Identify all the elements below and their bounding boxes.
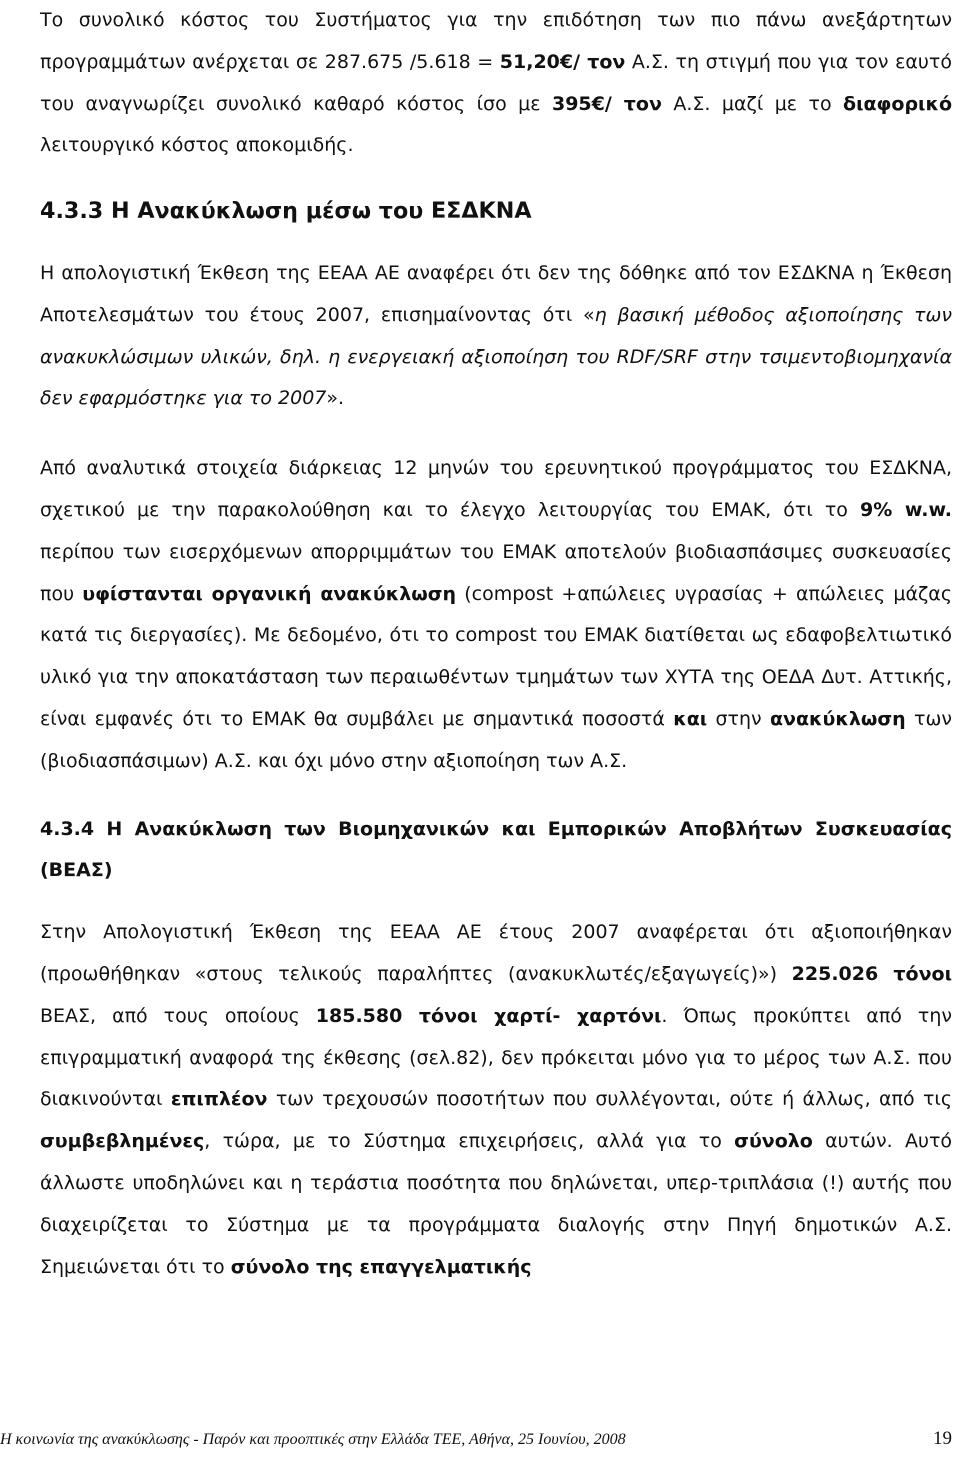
paragraph-emak-data: Από αναλυτικά στοιχεία διάρκειας 12 μηνών του ερευνητικού προγράμματος του ΕΣΔΚΝΑ, σχετικού με την παρακολούθηση και το έλεγχο λειτουργίας του ΕΜΑΚ, ότι το 9% w.w. περίπου των εισερχόμενων απορριμμάτων του ΕΜΑΚ αποτελούν βιοδιασπάσιμες συσκευασίες που υφίστανται οργανική ανακύκλωση (compost +απώλειες υγρασίας + απώλειες μάζας κατά τις διεργασίες). Με δεδομένο, ότι το compost του ΕΜΑΚ διατίθεται ως εδαφοβελτιωτικό υλικό για την αποκατάσταση των περαιωθέντων τμημάτων των ΧΥΤΑ της ΟΕΔΑ Δυτ. Αττικής, είναι εμφανές ότι το ΕΜΑΚ θα συμβάλει με σημαντικά ποσοστά και στην ανακύκλωση των (βιοδιασπάσιμων) Α.Σ. και όχι μόνο στην αξιοποίηση των Α.Σ. bbox=[40, 457, 952, 772]
cost-per-ton-self: 395€/ τον bbox=[551, 92, 662, 115]
section-heading-4-3-3: 4.3.3 Η Ανακύκλωση μέσω του ΕΣΔΚΝΑ bbox=[40, 198, 532, 225]
section-heading-4-3-4: 4.3.4 Η Ανακύκλωση των Βιομηχανικών και Εμπορικών Αποβλήτων Συσκευασίας (ΒΕΑΣ) bbox=[40, 817, 952, 882]
paragraph-esdkna-report: Η απολογιστική Έκθεση της ΕΕΑΑ ΑΕ αναφέρει ότι δεν της δόθηκε από τον ΕΣΔΚΝΑ η Έκθεση Αποτελεσμάτων του έτους 2007, επισημαίνοντας ότι «η βασική μέθοδος αξιοποίησης των ανακυκλώσιμων υλικών, δηλ. η ενεργειακή αξιοποίηση του RDF/SRF στην τσιμεντοβιομηχανία δεν εφαρμόστηκε για το 2007». bbox=[40, 261, 952, 410]
tons-total: 225.026 τόνοι bbox=[791, 962, 953, 985]
paragraph-beas: Στην Απολογιστική Έκθεση της ΕΕΑΑ ΑΕ έτους 2007 αναφέρεται ότι αξιοποιήθηκαν (προωθήθηκαν «στους τελικούς παραλήπτες (ανακυκλωτές/εξαγωγείς)») 225.026 τόνοι ΒΕΑΣ, από τους οποίους 185.580 τόνοι χαρτί- χαρτόνι. Όπως προκύπτει από την επιγραμματική αναφορά της έκθεσης (σελ.82), δεν πρόκειται μόνο για το μέρος των Α.Σ. που διακινούνται επιπλέον των τρεχουσών ποσοτήτων που συλλέγονται, ούτε ή άλλως, από τις συμβεβλημένες, τώρα, με το Σύστημα επιχειρήσεις, αλλά για το σύνολο αυτών. Αυτό άλλωστε υποδηλώνει και η τεράστια ποσότητα που δηλώνεται, υπερ-τριπλάσια (!) αυτής που διαχειρίζεται το Σύστημα με τα προγράμματα διαλογής στην Πηγή δημοτικών Α.Σ. Σημειώνεται ότι το σύνολο της επαγγελματικής bbox=[40, 921, 953, 1278]
footer-title: Η κοινωνία της ανακύκλωσης - Παρόν και προοπτικές στην Ελλάδα ΤΕΕ, Αθήνα, 25 Ιουνίου, 2008 bbox=[0, 1431, 626, 1448]
page-footer bbox=[0, 1418, 952, 1461]
differential-term: διαφορικό bbox=[843, 92, 953, 115]
paragraph-cost: Το συνολικό κόστος του Συστήματος για την επιδότηση των πιο πάνω ανεξάρτητων προγραμμάτων ανέρχεται σε 287.675 /5.618 = 51,20€/ τον Α.Σ. τη στιγμή που για τον εαυτό του αναγνωρίζει συνολικό καθαρό κόστος ίσο με 395€/ τον Α.Σ. μαζί με το διαφορικό λειτουργικό κόστος αποκομιδής. bbox=[40, 9, 953, 157]
organic-recycling-term: υφίστανται οργανική ανακύκλωση bbox=[82, 582, 457, 605]
percentage-value: 9% w.w. bbox=[859, 498, 952, 521]
report-quote: η βασική μέθοδος αξιοποίησης των ανακυκλώσιμων υλικών, δηλ. η ενεργειακή αξιοποίηση του RDF/SRF στην τσιμεντοβιομηχανία δεν εφαρμόστηκε για το 2007 bbox=[40, 303, 952, 410]
tons-paper: 185.580 τόνοι χαρτί- χαρτόνι bbox=[315, 1004, 662, 1027]
page-number: 19 bbox=[933, 1428, 952, 1449]
cost-per-ton-system: 51,20€/ τον bbox=[499, 50, 626, 73]
